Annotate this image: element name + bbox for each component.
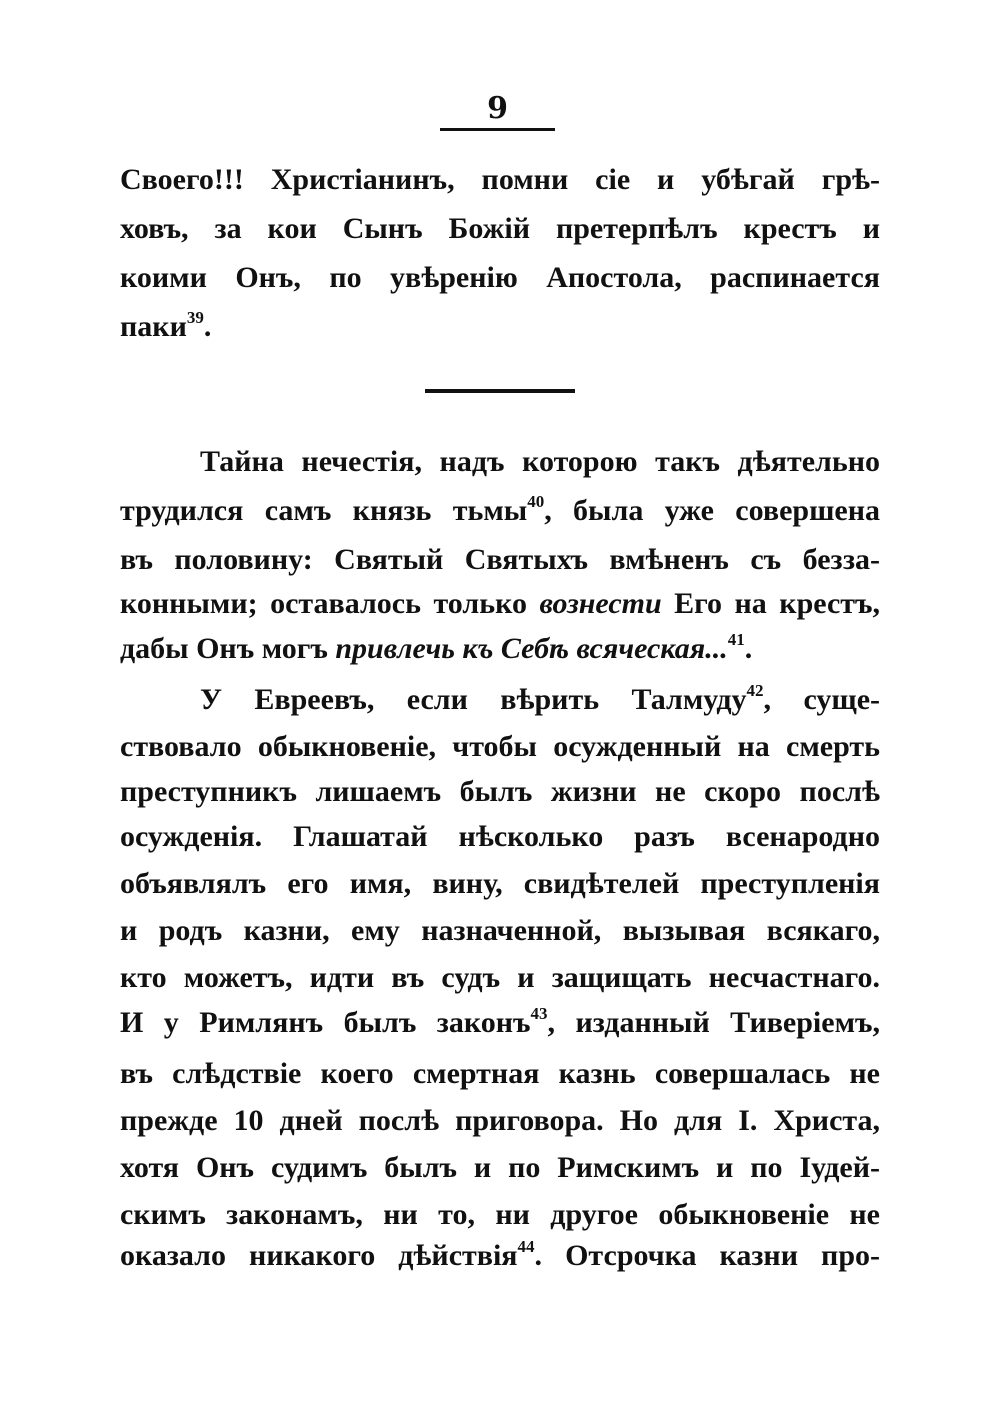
- text-line: оказало никакого дѣйствія$^{44}$. Отсрочка казни про-: [120, 1237, 880, 1272]
- text-line: и родъ казни, ему назначенной, вызывая всякаго,: [120, 914, 880, 947]
- section-divider: [425, 389, 575, 393]
- text-line: ствовало обыкновеніе, чтобы осужденный на смерть: [120, 730, 880, 763]
- footnote-ref: 40: [527, 492, 545, 511]
- text-line: осужденія. Глашатай нѣсколько разъ всенародно: [120, 820, 880, 853]
- footnote-ref: 39: [186, 308, 204, 327]
- text-line: скимъ законамъ, ни то, ни другое обыкновеніе не: [120, 1198, 880, 1231]
- footnote-ref: 41: [727, 630, 745, 649]
- page-number: 9: [440, 92, 555, 131]
- text-line: преступникъ лишаемъ былъ жизни не скоро послѣ: [120, 775, 880, 808]
- text-line: коими Онъ, по увѣренію Апостола, распинается: [120, 261, 880, 294]
- text-line: конными; оставалось только вознести Его на крестъ,: [120, 587, 880, 620]
- text-line: Тайна нечестія, надъ которою такъ дѣятельно: [200, 445, 880, 478]
- text-line: объявлялъ его имя, вину, свидѣтелей преступленія: [120, 867, 880, 900]
- text-line: ховъ, за кои Сынъ Божій претерпѣлъ крестъ и: [120, 212, 880, 245]
- footnote-ref: 43: [530, 1004, 548, 1023]
- text-line: трудился самъ князь тьмы$^{40}$, была уже совершена: [120, 492, 881, 527]
- text-line: въ половину: Святый Святыхъ вмѣненъ съ безза-: [120, 543, 880, 576]
- text-line: въ слѣдствіе коего смертная казнь совершалась не: [120, 1057, 880, 1090]
- text-line: кто можетъ, идти въ судъ и защищать несчастнаго.: [120, 961, 880, 994]
- text-line: дабы Онъ могъ привлечь къ Себѣ всяческая...$^{41}$.: [120, 630, 753, 665]
- footnote-ref: 44: [517, 1237, 535, 1256]
- footnote-ref: 42: [746, 681, 764, 700]
- text-line: паки$^{39}$.: [120, 308, 212, 343]
- text-line: У Евреевъ, если вѣрить Талмуду$^{42}$, суще-: [200, 681, 880, 716]
- text-line: прежде 10 дней послѣ приговора. Но для І. Христа,: [120, 1104, 880, 1137]
- text-line: хотя Онъ судимъ былъ и по Римскимъ и по Іудей-: [120, 1151, 880, 1184]
- text-line: Своего!!! Христіанинъ, помни сіе и убѣгай грѣ-: [120, 163, 880, 196]
- text-line: И у Римлянъ былъ законъ$^{43}$, изданный Тиверіемъ,: [120, 1004, 881, 1039]
